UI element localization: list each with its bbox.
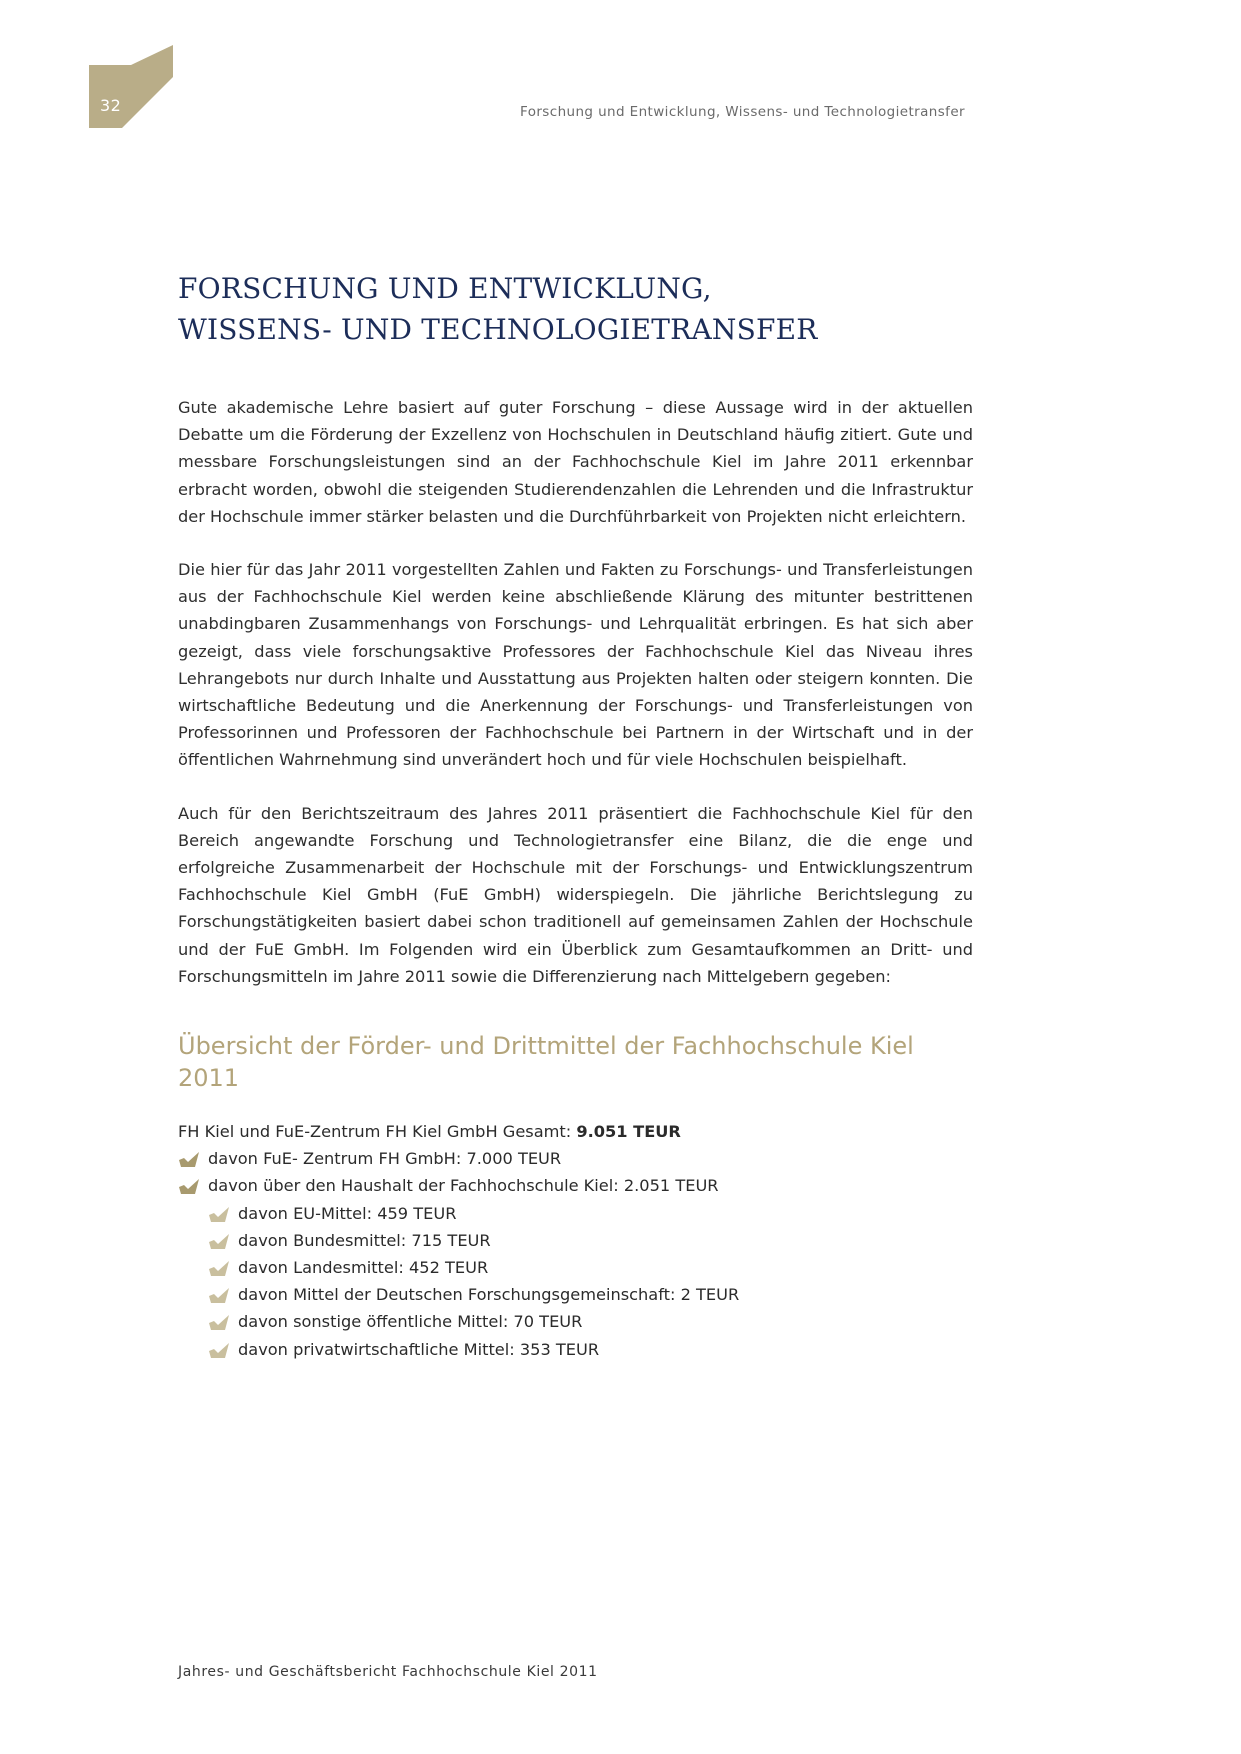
- list-item-text: davon EU-Mittel: 459 TEUR: [238, 1203, 457, 1223]
- check-bullet-icon: [209, 1315, 229, 1330]
- list-item: [178, 1227, 973, 1254]
- list-item-text: davon privatwirtschaftliche Mittel: 353 TEUR: [238, 1339, 600, 1359]
- list-item: [178, 1254, 973, 1281]
- list-item-text: davon über den Haushalt der Fachhochschule Kiel: 2.051 TEUR: [208, 1176, 719, 1196]
- funding-total: [178, 1118, 973, 1145]
- check-bullet-icon: [209, 1261, 229, 1276]
- list-item-text: davon sonstige öffentliche Mittel: 70 TEUR: [238, 1312, 583, 1332]
- check-bullet-icon: [209, 1234, 229, 1249]
- funding-total-label: FH Kiel und FuE-Zentrum FH Kiel GmbH Gesamt:: [178, 1122, 577, 1142]
- section-heading: Übersicht der Förder- und Drittmittel der Fachhochschule Kiel 2011: [178, 1032, 914, 1093]
- funding-total-value: 9.051 TEUR: [576, 1122, 681, 1142]
- page-title: [178, 268, 973, 350]
- list-item-text: davon FuE- Zentrum FH GmbH: 7.000 TEUR: [208, 1149, 562, 1169]
- check-bullet-icon: [179, 1152, 199, 1167]
- body-text: [178, 394, 973, 990]
- funding-list: [178, 1145, 973, 1363]
- list-item: [178, 1145, 973, 1172]
- funding-sublist: [178, 1200, 973, 1363]
- running-header: Forschung und Entwicklung, Wissens- und Technologietransfer: [520, 104, 965, 120]
- page-title-line-2: WISSENS- UND TECHNOLOGIETRANSFER: [178, 313, 818, 346]
- paragraph: Gute akademische Lehre basiert auf guter Forschung – diese Aussage wird in der aktuellen Debatte um die Förderung der Exzellenz von Hochschulen in Deutschland häufig zitiert. Gute und messbare Forschungsleistungen sind an der Fachhochschule Kiel im Jahre 2011 erkennbar erbracht worden, obwohl die steigenden Studierendenzahlen die Lehrenden und die Infrastruktur der Hochschule immer stärker belasten und die Durchführbarkeit von Projekten nicht erleichtern.: [178, 398, 973, 526]
- paragraph: Die hier für das Jahr 2011 vorgestellten Zahlen und Fakten zu Forschungs- und Transferleistungen aus der Fachhochschule Kiel werden keine abschließende Klärung des mitunter bestrittenen unabdingbaren Zusammenhangs von Forschungs- und Lehrqualität erbringen. Es hat sich aber gezeigt, dass viele forschungsaktive Professores der Fachhochschule Kiel das Niveau ihres Lehrangebots nur durch Inhalte und Ausstattung aus Projekten halten oder steigern konnten. Die wirtschaftliche Bedeutung und die Anerkennung der Forschungs- und Transferleistungen von Professorinnen und Professoren der Fachhochschule bei Partnern in der Wirtschaft und in der öffentlichen Wahrnehmung sind unverändert hoch und für viele Hochschulen beispielhaft.: [178, 560, 973, 770]
- paragraph: Auch für den Berichtszeitraum des Jahres 2011 präsentiert die Fachhochschule Kiel für den Bereich angewandte Forschung und Technologietransfer eine Bilanz, die die enge und erfolgreiche Zusammenarbeit der Hochschule mit der Forschungs- und Entwicklungszentrum Fachhochschule Kiel GmbH (FuE GmbH) widerspiegeln. Die jährliche Berichtslegung zu Forschungstätigkeiten basiert dabei schon traditionell auf gemeinsamen Zahlen der Hochschule und der FuE GmbH. Im Folgenden wird ein Überblick zum Gesamtaufkommen an Dritt- und Forschungsmitteln im Jahre 2011 sowie die Differenzierung nach Mittelgebern gegeben:: [178, 803, 973, 986]
- page-title-line-1: FORSCHUNG UND ENTWICKLUNG,: [178, 272, 712, 305]
- list-item-text: davon Bundesmittel: 715 TEUR: [238, 1230, 491, 1250]
- page-footer: Jahres- und Geschäftsbericht Fachhochschule Kiel 2011: [178, 1664, 598, 1680]
- list-item: [178, 1200, 973, 1227]
- page-tab-shape: [89, 45, 173, 128]
- list-item: [178, 1281, 973, 1308]
- list-item: [178, 1336, 973, 1363]
- check-bullet-icon: [209, 1288, 229, 1303]
- page-number: 32: [100, 96, 122, 115]
- check-bullet-icon: [179, 1179, 199, 1194]
- main-content: [178, 268, 973, 1363]
- check-bullet-icon: [209, 1207, 229, 1222]
- list-item-text: davon Mittel der Deutschen Forschungsgemeinschaft: 2 TEUR: [238, 1285, 740, 1305]
- list-item: [178, 1172, 973, 1362]
- list-item: [178, 1308, 973, 1335]
- list-item-text: davon Landesmittel: 452 TEUR: [238, 1258, 489, 1278]
- check-bullet-icon: [209, 1343, 229, 1358]
